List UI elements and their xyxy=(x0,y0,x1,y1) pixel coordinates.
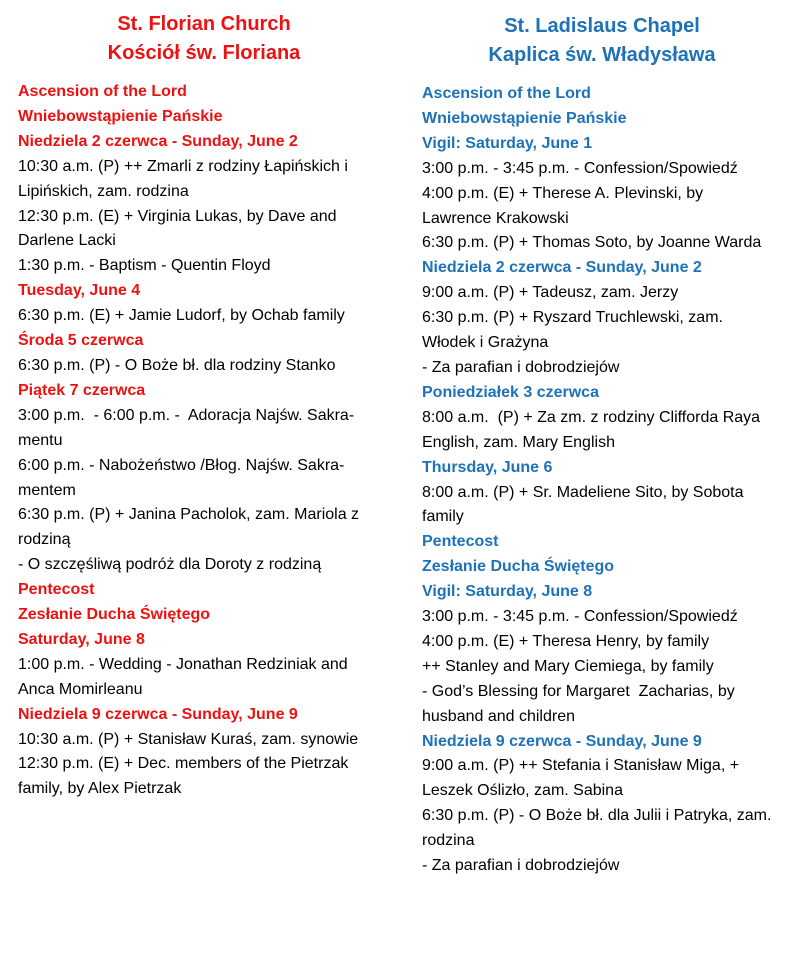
st-ladislaus-column xyxy=(422,0,792,879)
schedule-heading: Pentecost xyxy=(422,533,499,551)
schedule-heading: Wniebowstąpienie Pańskie xyxy=(422,109,627,127)
schedule-entry: 3:00 p.m. - 6:00 p.m. - Adoracja Najśw. Sakra- xyxy=(18,406,355,424)
church-title-english: St. Florian Church xyxy=(117,13,291,35)
schedule-entry: 6:30 p.m. (P) + Janina Pacholok, zam. Mariola z xyxy=(18,506,360,524)
schedule-heading: Vigil: Saturday, June 1 xyxy=(422,134,593,152)
schedule-entry: - God’s Blessing for Margaret Zacharias, by xyxy=(422,682,735,700)
st-florian-header xyxy=(0,0,408,68)
church-title-polish: Kościół św. Floriana xyxy=(107,42,301,64)
schedule-heading: Poniedziałek 3 czerwca xyxy=(422,383,599,401)
schedule-heading: Thursday, June 6 xyxy=(422,458,553,476)
schedule-entry: 4:00 p.m. (E) + Therese A. Plevinski, by xyxy=(422,184,704,202)
schedule-entry: 9:00 a.m. (P) ++ Stefania i Stanisław Miga, + xyxy=(422,757,740,775)
schedule-entry: rodziną xyxy=(18,531,71,549)
schedule-heading: Vigil: Saturday, June 8 xyxy=(422,583,593,601)
schedule-entry: 8:00 a.m. (P) + Sr. Madeliene Sito, by Sobota xyxy=(422,483,744,501)
schedule-entry: 6:30 p.m. (P) + Thomas Soto, by Joanne Warda xyxy=(422,234,762,252)
schedule-entry: 9:00 a.m. (P) + Tadeusz, zam. Jerzy xyxy=(422,284,679,302)
schedule-entry: Włodek i Grażyna xyxy=(422,334,549,352)
schedule-entry: 10:30 a.m. (P) + Stanisław Kuraś, zam. synowie xyxy=(18,730,359,748)
st-florian-schedule xyxy=(18,80,390,802)
schedule-heading: Piątek 7 czerwca xyxy=(18,381,146,399)
schedule-heading: Zesłanie Ducha Świętego xyxy=(18,606,211,624)
schedule-entry: 8:00 a.m. (P) + Za zm. z rodziny Clifforda Raya xyxy=(422,408,761,426)
schedule-heading: Pentecost xyxy=(18,581,95,599)
schedule-entry: 4:00 p.m. (E) + Theresa Henry, by family xyxy=(422,632,710,650)
schedule-entry: 12:30 p.m. (E) + Virginia Lukas, by Dave and xyxy=(18,207,337,225)
schedule-heading: Niedziela 9 czerwca - Sunday, June 9 xyxy=(422,732,702,750)
schedule-entry: 12:30 p.m. (E) + Dec. members of the Pietrzak xyxy=(18,755,349,773)
schedule-heading: Ascension of the Lord xyxy=(18,83,187,100)
schedule-heading: Zesłanie Ducha Świętego xyxy=(422,558,615,576)
schedule-entry: - Za parafian i dobrodziejów xyxy=(422,358,620,376)
chapel-title-polish: Kaplica św. Władysława xyxy=(488,44,716,66)
schedule-entry: Lipińskich, zam. rodzina xyxy=(18,182,189,200)
schedule-entry: family xyxy=(422,508,464,526)
schedule-entry: husband and children xyxy=(422,707,576,725)
st-florian-column xyxy=(18,0,390,802)
schedule-entry: ++ Stanley and Mary Ciemiega, by family xyxy=(422,657,714,675)
schedule-entry: 6:30 p.m. (P) - O Boże bł. dla rodziny Stanko xyxy=(18,356,336,374)
schedule-entry: rodzina xyxy=(422,832,475,850)
chapel-title-english: St. Ladislaus Chapel xyxy=(504,15,700,37)
schedule-entry: mentem xyxy=(18,481,76,499)
schedule-heading: Tuesday, June 4 xyxy=(18,282,141,300)
schedule-entry: 6:30 p.m. (P) + Ryszard Truchlewski, zam. xyxy=(422,309,723,327)
schedule-entry: Leszek Oślizło, zam. Sabina xyxy=(422,782,623,800)
schedule-entry: 6:00 p.m. - Nabożeństwo /Błog. Najśw. Sakra- xyxy=(18,456,345,474)
schedule-entry: 6:30 p.m. (E) + Jamie Ludorf, by Ochab family xyxy=(18,307,345,325)
schedule-heading: Niedziela 9 czerwca - Sunday, June 9 xyxy=(18,705,298,723)
schedule-heading: Niedziela 2 czerwca - Sunday, June 2 xyxy=(422,259,702,277)
schedule-entry: 1:00 p.m. - Wedding - Jonathan Redziniak and xyxy=(18,655,348,673)
schedule-entry: 6:30 p.m. (P) - O Boże bł. dla Julii i Patryka, zam. xyxy=(422,807,772,825)
schedule-entry: 1:30 p.m. - Baptism - Quentin Floyd xyxy=(18,257,271,275)
schedule-entry: mentu xyxy=(18,431,63,449)
st-ladislaus-header xyxy=(402,0,800,70)
schedule-heading: Wniebowstąpienie Pańskie xyxy=(18,107,223,125)
schedule-entry: 10:30 a.m. (P) ++ Zmarli z rodziny Łapińskich i xyxy=(18,157,348,175)
schedule-entry: family, by Alex Pietrzak xyxy=(18,780,182,798)
schedule-entry: 3:00 p.m. - 3:45 p.m. - Confession/Spowiedź xyxy=(422,608,738,626)
schedule-entry: - Za parafian i dobrodziejów xyxy=(422,857,620,875)
schedule-entry: 3:00 p.m. - 3:45 p.m. - Confession/Spowiedź xyxy=(422,159,738,177)
schedule-entry: Darlene Lacki xyxy=(18,232,116,250)
schedule-entry: Lawrence Krakowski xyxy=(422,209,569,227)
schedule-heading: Środa 5 czerwca xyxy=(18,332,144,350)
schedule-heading: Ascension of the Lord xyxy=(422,85,591,102)
schedule-entry: - O szczęśliwą podróż dla Doroty z rodziną xyxy=(18,556,322,574)
st-ladislaus-schedule xyxy=(422,82,792,879)
schedule-entry: English, zam. Mary English xyxy=(422,433,615,451)
schedule-entry: Anca Momirleanu xyxy=(18,680,143,698)
schedule-heading: Niedziela 2 czerwca - Sunday, June 2 xyxy=(18,132,298,150)
schedule-heading: Saturday, June 8 xyxy=(18,630,145,648)
